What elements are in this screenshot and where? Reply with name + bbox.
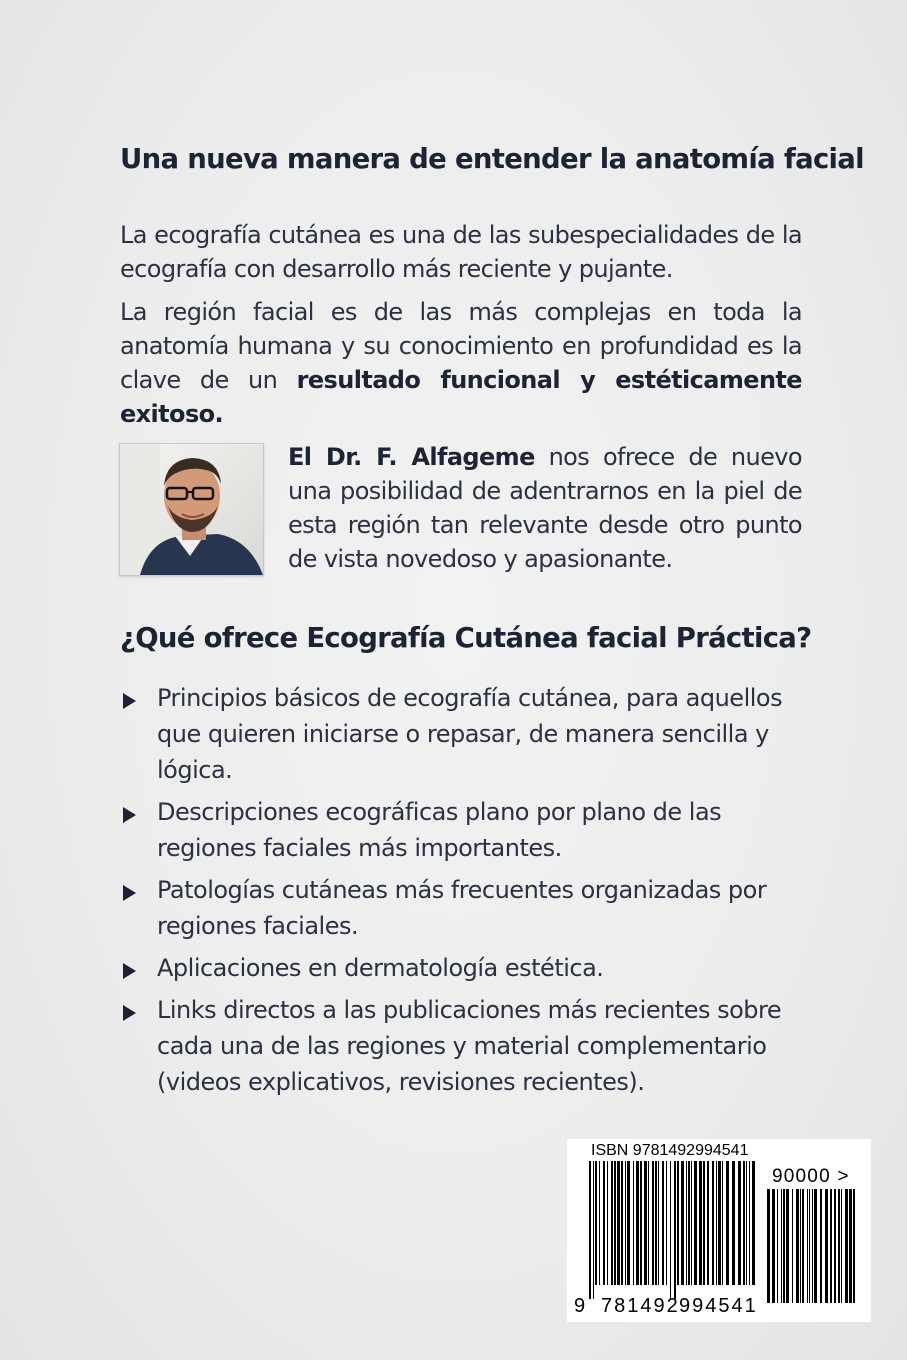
triangle-right-icon	[123, 963, 136, 979]
list-item	[120, 794, 820, 866]
author-name: El Dr. F. Alfageme	[288, 443, 535, 471]
region-paragraph-text: La región facial es de las más complejas en toda la anatomía humana y su conocimiento en profundidad es la clave de un	[120, 298, 802, 394]
triangle-right-icon	[123, 807, 136, 823]
barcode-addon-bars	[767, 1189, 857, 1317]
author-photo	[119, 443, 264, 576]
list-item-text: Patologías cutáneas más frecuentes organizadas por regiones faciales.	[157, 876, 767, 940]
list-item	[120, 950, 820, 986]
list-item	[120, 872, 820, 944]
price-code-arrow: >	[837, 1166, 850, 1187]
region-paragraph-bold: resultado funcional y estéticamente exitoso.	[120, 366, 802, 428]
triangle-right-icon	[123, 1005, 136, 1021]
isbn-label: ISBN 9781492994541	[591, 1142, 749, 1159]
list-item-text: Aplicaciones en dermatología estética.	[157, 954, 604, 982]
barcode-bars	[589, 1161, 757, 1299]
barcode-digit-first: 9	[574, 1295, 588, 1317]
isbn-barcode	[567, 1139, 871, 1322]
barcode-digits-right: 994541	[679, 1295, 758, 1317]
list-item-text: Principios básicos de ecografía cutánea, para aquellos que quieren iniciarse o repasar, de manera sencilla y lógica.	[157, 684, 783, 784]
triangle-right-icon	[123, 693, 136, 709]
list-item-text: Links directos a las publicaciones más recientes sobre cada una de las regiones y material complementario (videos explicativos, revisiones recientes).	[157, 996, 782, 1096]
region-paragraph	[120, 295, 802, 431]
author-description: nos ofrece de nuevo una posibilidad de adentrarnos en la piel de esta región tan relevante desde otro punto de vista novedoso y apasionante.	[288, 443, 802, 573]
author-paragraph	[288, 440, 802, 576]
intro-paragraph: La ecografía cutánea es una de las subespecialidades de la ecografía con desarrollo más reciente y pujante.	[120, 221, 802, 283]
list-item-text: Descripciones ecográficas plano por plano de las regiones faciales más importantes.	[157, 798, 722, 862]
main-heading: Una nueva manera de entender la anatomía facial	[120, 143, 864, 175]
price-code-value: 90000	[772, 1166, 831, 1187]
section-heading: ¿Qué ofrece Ecografía Cutánea facial Práctica?	[120, 622, 812, 654]
triangle-right-icon	[123, 885, 136, 901]
list-item	[120, 992, 820, 1100]
price-code	[772, 1166, 850, 1188]
barcode-digits-left: 781492	[601, 1295, 680, 1317]
list-item	[120, 680, 820, 788]
feature-list	[120, 680, 820, 1106]
